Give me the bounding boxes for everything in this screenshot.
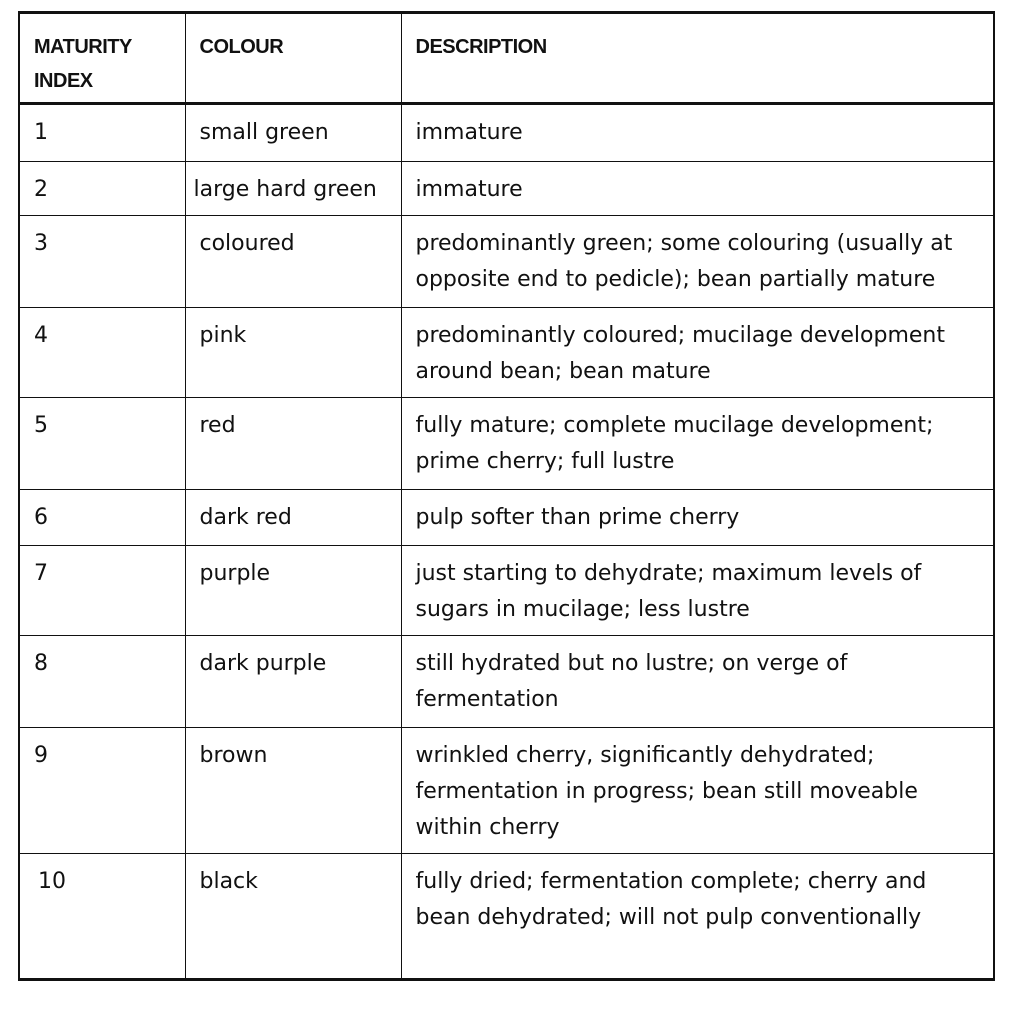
- cell-description: wrinkled cherry, significantly dehydrated; fermentation in progress; bean still moveable within cherry: [401, 728, 993, 854]
- table-row: [20, 854, 993, 979]
- cell-index: 9: [20, 728, 185, 854]
- header-maturity-index: MATURITY INDEX: [20, 14, 185, 104]
- cell-colour: pink: [185, 308, 401, 398]
- cell-description: predominantly green; some colouring (usually at opposite end to pedicle); bean partially mature: [401, 216, 993, 308]
- table-row: [20, 216, 993, 308]
- cell-colour: dark purple: [185, 636, 401, 728]
- cell-description: predominantly coloured; mucilage development around bean; bean mature: [401, 308, 993, 398]
- table-row: [20, 546, 993, 636]
- cell-index: 7: [20, 546, 185, 636]
- table-row: [20, 162, 993, 216]
- cell-description: just starting to dehydrate; maximum levels of sugars in mucilage; less lustre: [401, 546, 993, 636]
- cell-index: 8: [20, 636, 185, 728]
- cell-colour: purple: [185, 546, 401, 636]
- cell-index: 5: [20, 398, 185, 490]
- header-description: DESCRIPTION: [401, 14, 993, 104]
- cell-description: immature: [401, 104, 993, 162]
- cell-index: 3: [20, 216, 185, 308]
- table-row: [20, 398, 993, 490]
- cell-colour: dark red: [185, 490, 401, 546]
- header-row: [20, 14, 993, 104]
- cell-index: 4: [20, 308, 185, 398]
- cell-description: pulp softer than prime cherry: [401, 490, 993, 546]
- cell-description: fully dried; fermentation complete; cherry and bean dehydrated; will not pulp conventionally: [401, 854, 993, 979]
- cell-colour: small green: [185, 104, 401, 162]
- table-row: [20, 308, 993, 398]
- cell-description: fully mature; complete mucilage development; prime cherry; full lustre: [401, 398, 993, 490]
- cell-index: 2: [20, 162, 185, 216]
- maturity-table-grid: [20, 14, 993, 978]
- header-colour: COLOUR: [185, 14, 401, 104]
- maturity-table: [18, 11, 995, 981]
- cell-colour: red: [185, 398, 401, 490]
- cell-colour: black: [185, 854, 401, 979]
- cell-colour: coloured: [185, 216, 401, 308]
- cell-colour: brown: [185, 728, 401, 854]
- cell-index: 6: [20, 490, 185, 546]
- cell-colour: large hard green: [185, 162, 401, 216]
- table-row: [20, 728, 993, 854]
- cell-description: still hydrated but no lustre; on verge of fermentation: [401, 636, 993, 728]
- table-row: [20, 490, 993, 546]
- table-row: [20, 104, 993, 162]
- cell-description: immature: [401, 162, 993, 216]
- cell-index: 10: [38, 869, 66, 894]
- cell-index: 1: [20, 104, 185, 162]
- table-row: [20, 636, 993, 728]
